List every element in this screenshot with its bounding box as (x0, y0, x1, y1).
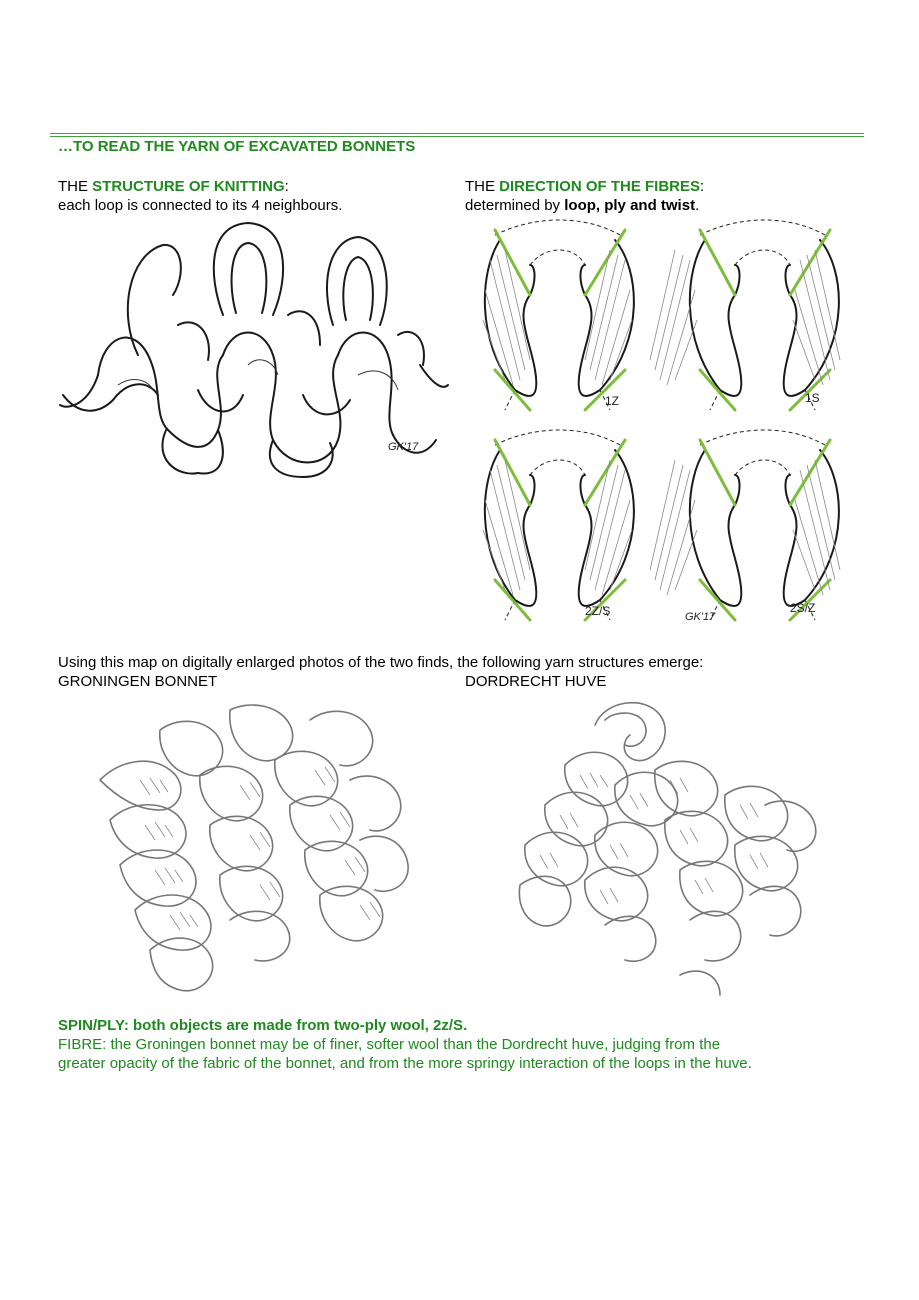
header-rule (50, 133, 864, 134)
find-label-dordrecht: DORDRECHT HUVE (465, 673, 607, 690)
fibre-label-1s: 1S (805, 391, 820, 405)
find-label-groningen: GRONINGEN BONNET (58, 673, 218, 690)
fibres-heading-title: DIRECTION OF THE FIBRES (499, 178, 701, 195)
fibre-conclusion-line2: greater opacity of the fabric of the bonnet, and from the more springy interaction of the loops in the huve. (58, 1055, 752, 1072)
header-rule-thin (50, 136, 864, 137)
fibre-label-2sz: 2S/Z (790, 601, 816, 615)
knitting-heading-suffix: : (284, 178, 289, 195)
knitting-heading (58, 177, 289, 196)
dordrecht-yarn-drawing (505, 695, 825, 1005)
fibres-heading (465, 177, 704, 196)
fibres-subtext (465, 196, 699, 215)
fibre-diagram-1z (483, 220, 634, 410)
fibres-heading-suffix: : (700, 178, 705, 195)
fibres-subtext-suffix: . (695, 197, 700, 214)
fibre-direction-diagrams (465, 215, 865, 635)
knitting-heading-title: STRUCTURE OF KNITTING (92, 178, 285, 195)
fibres-heading-prefix: THE (465, 178, 500, 195)
knitting-structure-drawing (58, 215, 448, 480)
fibres-subtext-prefix: determined by (465, 197, 565, 214)
knitting-signature: GK'17 (388, 441, 419, 453)
spin-ply-conclusion: SPIN/PLY: both objects are made from two-ply wool, 2z/S. (58, 1017, 468, 1034)
knitting-heading-prefix: THE (58, 178, 93, 195)
knitting-subtext: each loop is connected to its 4 neighbours. (58, 197, 343, 214)
fibre-label-2zs: 2Z/S (585, 604, 611, 618)
fibre-signature: GK'17 (685, 611, 716, 623)
fibre-diagram-2sz (650, 430, 840, 623)
fibre-conclusion-line1: FIBRE: the Groningen bonnet may be of finer, softer wool than the Dordrecht huve, judging from the (58, 1036, 721, 1053)
fibre-diagram-2zs (483, 430, 634, 620)
groningen-yarn-drawing (80, 700, 420, 1010)
page-heading: …TO READ THE YARN OF EXCAVATED BONNETS (58, 138, 416, 155)
intro-text: Using this map on digitally enlarged photos of the two finds, the following yarn structures emerge: (58, 654, 704, 671)
fibre-diagram-1s (650, 220, 840, 410)
fibres-subtext-bold: loop, ply and twist (564, 197, 696, 214)
fibre-label-1z: 1Z (605, 394, 620, 408)
